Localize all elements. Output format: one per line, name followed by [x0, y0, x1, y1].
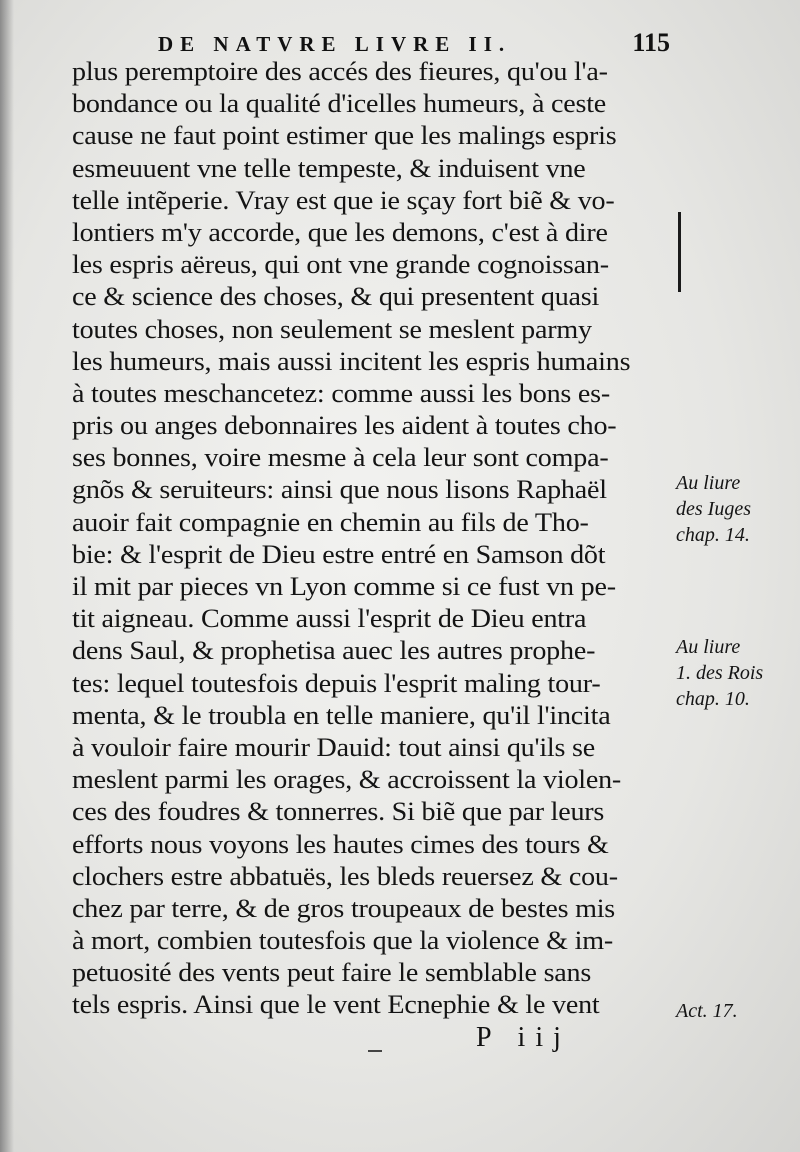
- margin-note-acts: [676, 998, 796, 1024]
- text-line: chez par terre, & de gros troupeaux de bestes mis: [72, 893, 616, 923]
- text-line: petuosité des vents peut faire le semblable sans: [72, 958, 592, 988]
- text-line: pris ou anges debonnaires les aident à toutes cho-: [72, 411, 617, 441]
- folio-number: 115: [632, 28, 670, 57]
- text-line: à vouloir faire mourir Dauid: tout ainsi qu'ils se: [72, 732, 596, 762]
- text-line: esmeuuent vne telle tempeste, & induisent vne: [72, 153, 586, 183]
- text-line: à toutes meschancetez: comme aussi les bons es-: [72, 378, 611, 408]
- text-line: tit aigneau. Comme aussi l'esprit de Dieu entra: [72, 604, 587, 634]
- body-text: [72, 56, 662, 1022]
- margin-note-line: Au liure: [676, 472, 741, 494]
- text-line: cause ne faut point estimer que les malings espris: [72, 121, 617, 151]
- gutter-shadow: [0, 0, 14, 1152]
- text-line: lontiers m'y accorde, que les demons, c'est à dire: [72, 217, 608, 247]
- margin-note-kings: [676, 634, 796, 712]
- text-line: ce & science des choses, & qui presentent quasi: [72, 282, 600, 312]
- text-line: clochers estre abbatuës, les bleds reuersez & cou-: [72, 861, 618, 891]
- text-line: efforts nous voyons les hautes cimes des tours &: [72, 829, 609, 859]
- text-line: menta, & le troubla en telle maniere, qu'il l'incita: [72, 700, 611, 730]
- margin-note-judges: [676, 470, 796, 548]
- margin-note-line: Act. 17.: [676, 1000, 738, 1022]
- text-line: meslent parmi les orages, & accroissent la violen-: [72, 765, 622, 795]
- text-line: à mort, combien toutesfois que la violence & im-: [72, 926, 613, 956]
- ink-mark: [368, 1050, 382, 1052]
- text-line: auoir fait compagnie en chemin au fils de Tho-: [72, 507, 589, 537]
- signature-mark: P iij: [476, 1022, 571, 1053]
- text-line: dens Saul, & prophetisa auec les autres prophe-: [72, 636, 596, 666]
- text-line: plus peremptoire des accés des fieures, qu'ou l'a-: [72, 57, 608, 86]
- margin-note-line: des Iuges: [676, 498, 751, 520]
- text-line: bie: & l'esprit de Dieu estre entré en Samson dõt: [72, 539, 606, 569]
- text-line: telle intẽperie. Vray est que ie sçay fort biẽ & vo-: [72, 185, 615, 215]
- text-line: ces des foudres & tonnerres. Si biẽ que par leurs: [72, 797, 605, 827]
- text-line: tes: lequel toutesfois depuis l'esprit maling tour-: [72, 668, 601, 698]
- margin-note-line: chap. 10.: [676, 688, 750, 710]
- text-line: les espris aëreus, qui ont vne grande cognoissan-: [72, 250, 609, 280]
- margin-note-line: 1. des Rois: [676, 662, 764, 684]
- text-line: toutes choses, non seulement se meslent parmy: [72, 314, 592, 344]
- margin-note-line: chap. 14.: [676, 524, 750, 546]
- text-line: il mit par pieces vn Lyon comme si ce fust vn pe-: [72, 572, 616, 601]
- margin-note-line: Au liure: [676, 636, 741, 658]
- margin-vertical-rule: [678, 212, 681, 292]
- text-line: ses bonnes, voire mesme à cela leur sont compa-: [72, 443, 609, 473]
- text-line: les humeurs, mais aussi incitent les espris humains: [72, 346, 631, 376]
- text-line: bondance ou la qualité d'icelles humeurs, à ceste: [72, 89, 607, 119]
- text-line: gnõs & seruiteurs: ainsi que nous lisons Raphaël: [72, 475, 607, 505]
- running-title: DE NATVRE LIVRE II.: [158, 32, 512, 56]
- text-line: tels espris. Ainsi que le vent Ecnephie & le vent: [72, 990, 600, 1020]
